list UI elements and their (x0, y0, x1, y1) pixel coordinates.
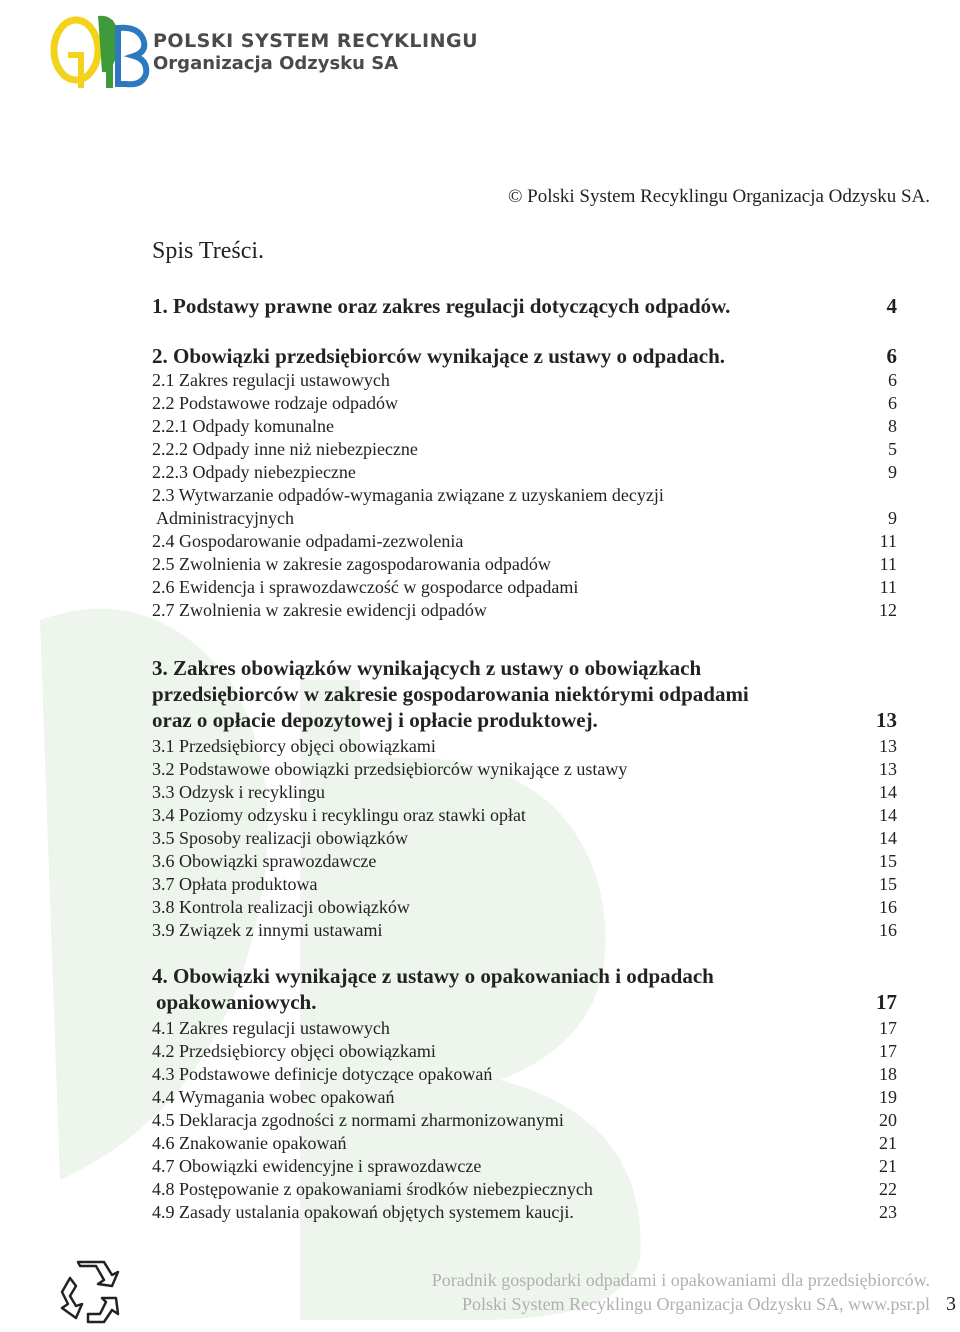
toc-entry-text: 1. Podstawy prawne oraz zakres regulacji dotyczących odpadów. (152, 294, 731, 318)
toc-entry[interactable] (0, 393, 960, 417)
toc-entry-text: 3.6 Obowiązki sprawozdawcze (152, 851, 377, 871)
footer-line1: Poradnik gospodarki odpadami i opakowaniami dla przedsiębiorców. (431, 1270, 930, 1290)
toc-entry-page: 21 (879, 1133, 897, 1153)
toc-entry[interactable] (0, 344, 960, 368)
copyright-notice: © Polski System Recyklingu Organizacja Odzysku SA. (507, 186, 930, 207)
toc-entry[interactable] (0, 851, 960, 875)
toc-entry-text: 3.9 Związek z innymi ustawami (152, 920, 383, 940)
toc-entry[interactable] (0, 1064, 960, 1088)
toc-entry[interactable] (0, 708, 960, 732)
logo-text-line2: Organizacja Odzysku SA (153, 53, 399, 74)
toc-entry[interactable] (0, 682, 960, 706)
toc-entry[interactable] (0, 1179, 960, 1203)
toc-entry[interactable] (0, 1087, 960, 1111)
toc-entry[interactable] (0, 1202, 960, 1226)
toc-entry[interactable] (0, 1156, 960, 1180)
toc-entry[interactable] (0, 805, 960, 829)
toc-entry-page: 14 (879, 782, 897, 802)
toc-entry-page: 18 (879, 1064, 897, 1084)
toc-entry-text: 2.4 Gospodarowanie odpadami-zezwolenia (152, 531, 464, 551)
toc-entry-page: 9 (888, 462, 897, 482)
toc-entry[interactable] (0, 416, 960, 440)
toc-entry-page: 11 (879, 577, 897, 597)
toc-entry-text: 4.9 Zasady ustalania opakowań objętych systemem kaucji. (152, 1202, 574, 1222)
toc-entry-page: 8 (888, 416, 897, 436)
toc-entry-page: 22 (879, 1179, 897, 1199)
toc-entry[interactable] (0, 600, 960, 624)
toc-entry-page: 13 (879, 736, 897, 756)
toc-entry-page: 11 (879, 554, 897, 574)
toc-entry-text: 4.3 Podstawowe definicje dotyczące opakowań (152, 1064, 493, 1084)
toc-entry-text: 4.4 Wymagania wobec opakowań (152, 1087, 395, 1107)
toc-entry[interactable] (0, 656, 960, 680)
toc-entry-page: 19 (879, 1087, 897, 1107)
toc-entry-text: 3.7 Opłata produktowa (152, 874, 318, 894)
toc-entry[interactable] (0, 1110, 960, 1134)
toc-entry-text: 3.2 Podstawowe obowiązki przedsiębiorców wynikające z ustawy (152, 759, 628, 779)
toc-entry-text: 4.5 Deklaracja zgodności z normami zharmonizowanymi (152, 1110, 564, 1130)
toc-entry-page: 17 (879, 1018, 897, 1038)
toc-entry[interactable] (0, 990, 960, 1014)
toc-entry-page: 15 (879, 851, 897, 871)
toc-entry-page: 5 (888, 439, 897, 459)
toc-entry-page: 14 (879, 828, 897, 848)
toc-entry-page: 6 (888, 370, 897, 390)
toc-entry-text: 2.3 Wytwarzanie odpadów-wymagania związane z uzyskaniem decyzji (152, 485, 664, 505)
toc-entry[interactable] (0, 920, 960, 944)
toc-entry[interactable] (0, 759, 960, 783)
toc-entry-text: 2.5 Zwolnienia w zakresie zagospodarowania odpadów (152, 554, 551, 574)
toc-entry-page: 6 (888, 393, 897, 413)
toc-entry-page: 16 (879, 897, 897, 917)
toc-entry-page: 4 (886, 294, 897, 318)
toc-entry-page: 16 (879, 920, 897, 940)
toc-entry-text: opakowaniowych. (156, 990, 317, 1014)
toc-entry-text: 2.2.3 Odpady niebezpieczne (152, 462, 356, 482)
toc-title: Spis Treści. (152, 238, 265, 264)
toc-entry-page: 17 (879, 1041, 897, 1061)
toc-entry[interactable] (0, 1018, 960, 1042)
toc-entry-page: 21 (879, 1156, 897, 1176)
toc-entry[interactable] (0, 828, 960, 852)
toc-entry-text: 2.7 Zwolnienia w zakresie ewidencji odpadów (152, 600, 487, 620)
toc-entry-text: 2.2.1 Odpady komunalne (152, 416, 334, 436)
toc-entry[interactable] (0, 508, 960, 532)
toc-entry-text: 3.4 Poziomy odzysku i recyklingu oraz stawki opłat (152, 805, 526, 825)
toc-entry-page: 11 (879, 531, 897, 551)
toc-entry[interactable] (0, 531, 960, 555)
toc-entry[interactable] (0, 462, 960, 486)
toc-entry-text: 2.2 Podstawowe rodzaje odpadów (152, 393, 398, 413)
toc-entry-text: 3. Zakres obowiązków wynikających z ustawy o obowiązkach (152, 656, 702, 680)
toc-entry-page: 9 (888, 508, 897, 528)
page-number: 3 (946, 1293, 956, 1315)
toc-entry-text: 3.1 Przedsiębiorcy objęci obowiązkami (152, 736, 436, 756)
toc-entry-text: 4. Obowiązki wynikające z ustawy o opakowaniach i odpadach (152, 964, 714, 988)
toc-entry-page: 14 (879, 805, 897, 825)
toc-entry-page: 6 (886, 344, 897, 368)
logo-text-line1: POLSKI SYSTEM RECYKLINGU (153, 30, 478, 52)
toc-entry[interactable] (0, 485, 960, 509)
toc-entry[interactable] (0, 897, 960, 921)
toc-entry-page: 13 (879, 759, 897, 779)
toc-entry[interactable] (0, 782, 960, 806)
toc-entry-text: Administracyjnych (156, 508, 294, 528)
toc-entry-text: 3.5 Sposoby realizacji obowiązków (152, 828, 408, 848)
toc-entry-page: 17 (876, 990, 897, 1014)
toc-entry[interactable] (0, 736, 960, 760)
toc-entry-text: 4.7 Obowiązki ewidencyjne i sprawozdawcze (152, 1156, 482, 1176)
toc-entry-page: 12 (879, 600, 897, 620)
toc-entry-text: oraz o opłacie depozytowej i opłacie produktowej. (152, 708, 598, 732)
toc-entry[interactable] (0, 874, 960, 898)
toc-entry[interactable] (0, 370, 960, 394)
toc-entry[interactable] (0, 577, 960, 601)
toc-entry-text: 2. Obowiązki przedsiębiorców wynikające z ustawy o odpadach. (152, 344, 726, 368)
toc-entry-page: 15 (879, 874, 897, 894)
toc-entry[interactable] (0, 1041, 960, 1065)
toc-entry-text: przedsiębiorców w zakresie gospodarowania niektórymi odpadami (152, 682, 749, 706)
toc-entry-text: 2.1 Zakres regulacji ustawowych (152, 370, 390, 390)
toc-entry[interactable] (0, 294, 960, 318)
toc-entry-page: 20 (879, 1110, 897, 1130)
toc-entry-text: 4.6 Znakowanie opakowań (152, 1133, 347, 1153)
toc-entry-page: 13 (876, 708, 897, 732)
toc-entry[interactable] (0, 964, 960, 988)
toc-entry[interactable] (0, 439, 960, 463)
toc-entry-text: 4.1 Zakres regulacji ustawowych (152, 1018, 390, 1038)
recycle-icon (52, 1258, 124, 1328)
toc-entry-text: 4.2 Przedsiębiorcy objęci obowiązkami (152, 1041, 436, 1061)
toc-entry-text: 3.3 Odzysk i recyklingu (152, 782, 325, 802)
toc-entry-text: 2.6 Ewidencja i sprawozdawczość w gospodarce odpadami (152, 577, 579, 597)
toc-entry-text: 3.8 Kontrola realizacji obowiązków (152, 897, 410, 917)
toc-entry-text: 2.2.2 Odpady inne niż niebezpieczne (152, 439, 418, 459)
toc-entry[interactable] (0, 554, 960, 578)
toc-entry-text: 4.8 Postępowanie z opakowaniami środków niebezpiecznych (152, 1179, 593, 1199)
toc-entry-page: 23 (879, 1202, 897, 1222)
footer-line2: Polski System Recyklingu Organizacja Odzysku SA, www.psr.pl (462, 1294, 930, 1314)
toc-entry[interactable] (0, 1133, 960, 1157)
